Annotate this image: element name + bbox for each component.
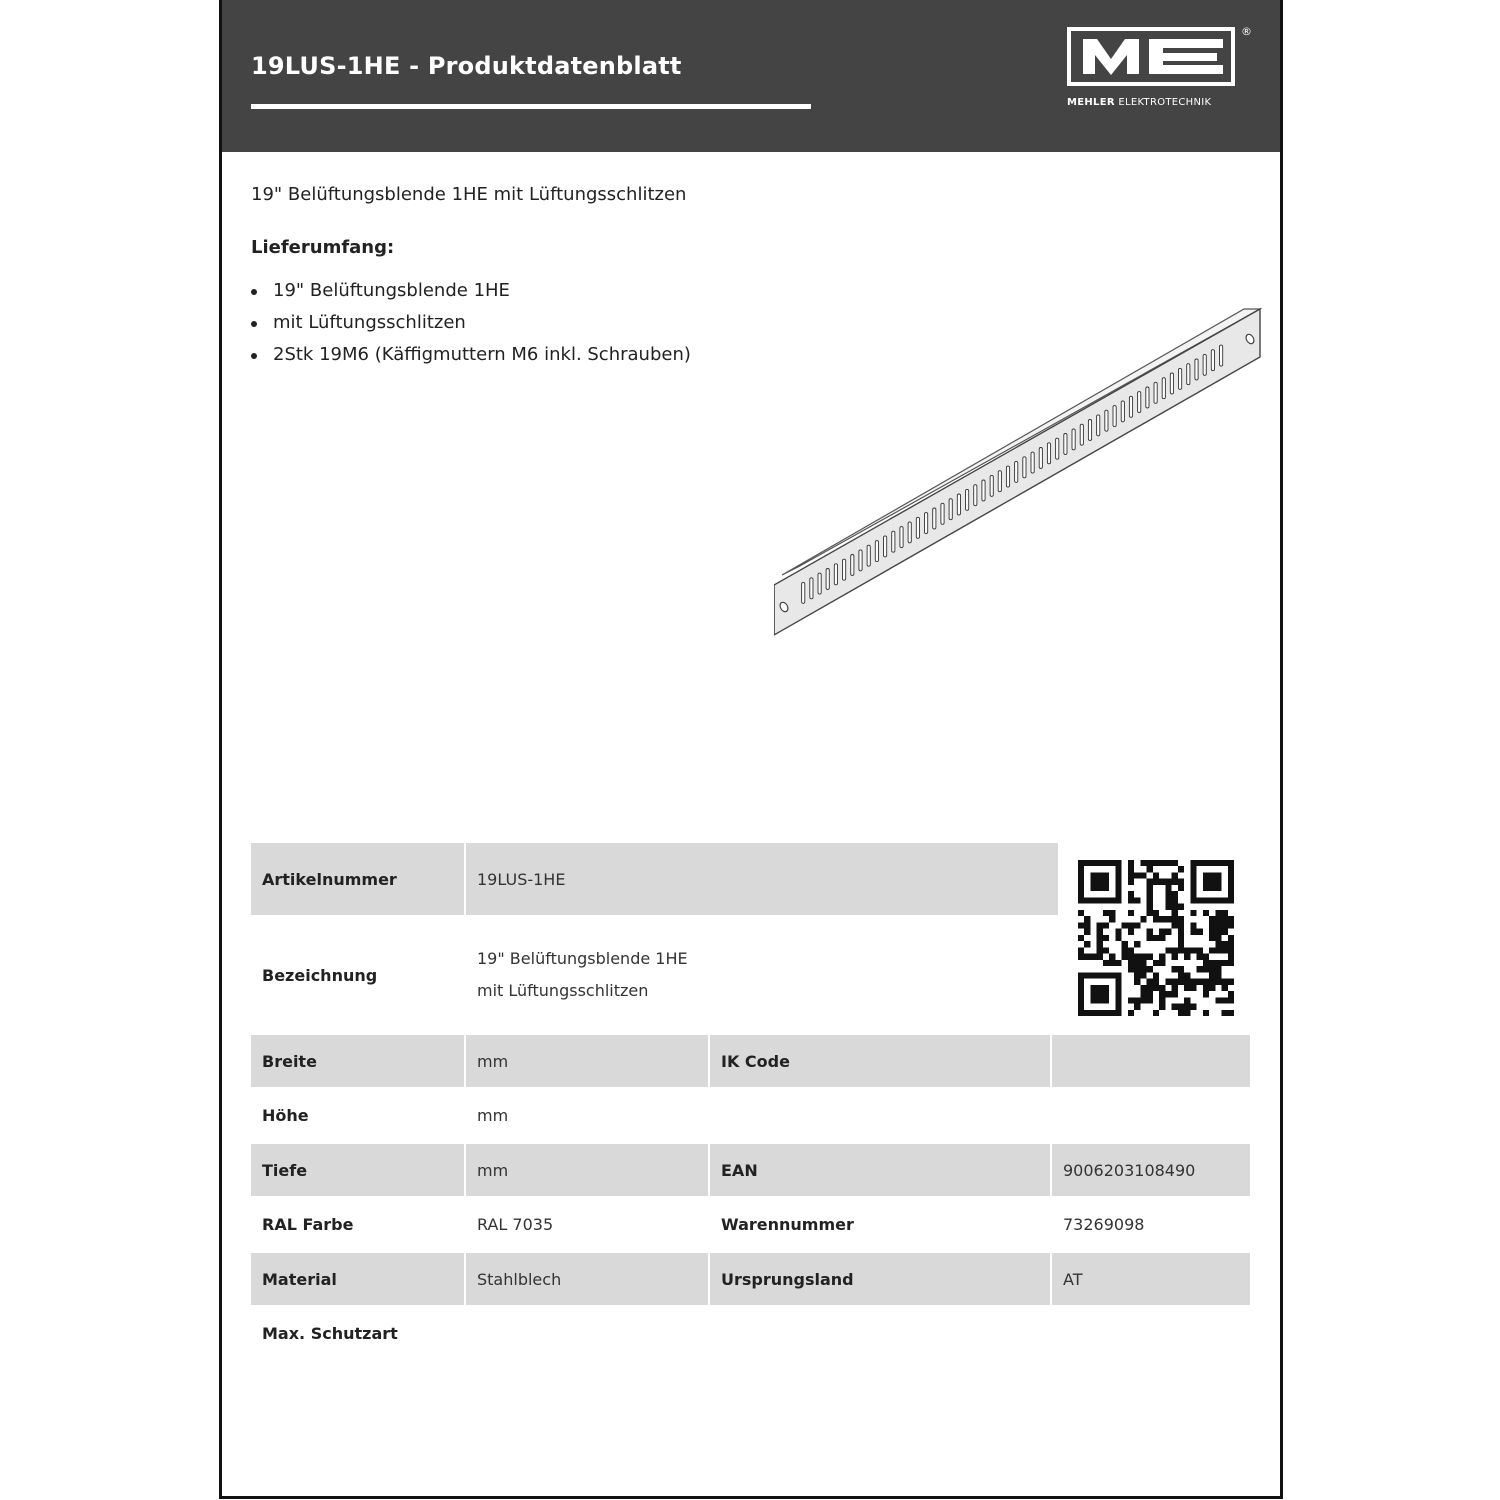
bezeichnung-line1: 19" Belüftungsblende 1HE	[477, 949, 688, 968]
vent-slot	[1080, 424, 1083, 445]
vent-slot	[982, 480, 985, 501]
vent-slot	[990, 475, 993, 496]
vent-slot	[1105, 410, 1108, 431]
vent-slot	[908, 522, 911, 543]
vent-slot	[998, 471, 1001, 492]
value-tiefe: mm	[466, 1144, 708, 1196]
vent-slot	[892, 531, 895, 552]
vent-slot	[1072, 429, 1075, 450]
label-ean: EAN	[710, 1144, 1050, 1196]
vent-slot	[1113, 406, 1116, 427]
vent-slot	[834, 564, 837, 585]
value-ral-farbe: RAL 7035	[477, 1214, 554, 1234]
vent-slot	[957, 494, 960, 515]
vent-slot	[843, 559, 846, 580]
vent-slot	[974, 485, 977, 506]
vent-slot	[1015, 461, 1018, 482]
header-bar	[222, 0, 1280, 152]
page-title: 19LUS-1HE - Produktdatenblatt	[251, 52, 682, 80]
vent-slot	[810, 578, 813, 599]
vent-slot	[1187, 364, 1190, 385]
vent-slot	[802, 582, 805, 603]
label-schutzart: Max. Schutzart	[262, 1323, 398, 1343]
vent-slot	[859, 550, 862, 571]
vent-slot	[925, 513, 928, 534]
vent-slot	[884, 536, 887, 557]
value-ean: 9006203108490	[1052, 1144, 1250, 1196]
vent-slot	[900, 527, 903, 548]
registered-mark: ®	[1241, 25, 1252, 38]
vent-slot	[1154, 382, 1157, 403]
bezeichnung-line2: mit Lüftungsschlitzen	[477, 981, 649, 1000]
vent-slot	[1203, 354, 1206, 375]
logo-subtitle	[1067, 97, 1211, 108]
label-ursprungsland: Ursprungsland	[710, 1253, 1050, 1305]
vent-slot	[1129, 396, 1132, 417]
product-subtitle: 19" Belüftungsblende 1HE mit Lüftungsschlitzen	[251, 184, 687, 205]
vent-slot	[1179, 368, 1182, 389]
vent-slot	[867, 545, 870, 566]
vent-slot	[941, 503, 944, 524]
vent-slot	[1031, 452, 1034, 473]
label-breite: Breite	[251, 1035, 464, 1087]
list-item: mit Lüftungsschlitzen	[251, 310, 691, 342]
vent-slot	[875, 541, 878, 562]
vent-slot	[1220, 345, 1223, 366]
vent-slot	[1211, 350, 1214, 371]
value-schutzart	[466, 1307, 708, 1359]
vent-slot	[818, 573, 821, 594]
value-warennummer: 73269098	[1063, 1214, 1145, 1234]
vent-slot	[851, 555, 854, 576]
label-bezeichnung: Bezeichnung	[262, 965, 378, 985]
qr-code-icon	[1078, 860, 1234, 1016]
vent-slot	[949, 499, 952, 520]
value-ursprungsland: AT	[1052, 1253, 1250, 1305]
vent-slot	[1097, 415, 1100, 436]
scope-heading: Lieferumfang:	[251, 237, 395, 258]
label-hoehe: Höhe	[262, 1105, 309, 1125]
vent-slot	[1006, 466, 1009, 487]
vent-slot	[1023, 457, 1026, 478]
list-item: 19" Belüftungsblende 1HE	[251, 278, 691, 310]
vent-slot	[826, 569, 829, 590]
vent-slot	[1047, 443, 1050, 464]
vent-slot	[916, 517, 919, 538]
value-material: Stahlblech	[466, 1253, 708, 1305]
value-ik-code	[1052, 1035, 1250, 1087]
vent-slot	[1056, 438, 1059, 459]
value-artikelnummer: 19LUS-1HE	[466, 843, 1058, 915]
label-ik-code: IK Code	[710, 1035, 1050, 1087]
label-tiefe: Tiefe	[251, 1144, 464, 1196]
vent-slot	[1138, 392, 1141, 413]
scope-list	[251, 278, 691, 374]
logo-brand: MEHLER	[1067, 97, 1115, 108]
vent-slot	[1121, 401, 1124, 422]
vent-slot	[933, 508, 936, 529]
label-material: Material	[251, 1253, 464, 1305]
me-logo-icon	[1067, 27, 1235, 86]
label-ral-farbe: RAL Farbe	[262, 1214, 354, 1234]
logo-tagline: ELEKTROTECHNIK	[1118, 97, 1212, 108]
vent-slot	[1195, 359, 1198, 380]
title-underline	[251, 104, 811, 109]
vent-panel-image-icon	[774, 305, 1262, 641]
label-artikelnummer: Artikelnummer	[251, 843, 464, 915]
label-warennummer: Warennummer	[721, 1214, 854, 1234]
vent-slot	[1170, 373, 1173, 394]
vent-slot	[1162, 378, 1165, 399]
value-hoehe: mm	[477, 1105, 509, 1125]
list-item: 2Stk 19M6 (Käffigmuttern M6 inkl. Schrauben)	[251, 342, 691, 374]
vent-slot	[966, 489, 969, 510]
value-breite: mm	[466, 1035, 708, 1087]
vent-slot	[1039, 448, 1042, 469]
me-logo-letters-icon	[1071, 31, 1231, 82]
vent-slot	[1064, 434, 1067, 455]
vent-slot	[1088, 420, 1091, 441]
value-bezeichnung	[466, 917, 1058, 1033]
datasheet-page	[219, 0, 1283, 1499]
vent-slot	[1146, 387, 1149, 408]
